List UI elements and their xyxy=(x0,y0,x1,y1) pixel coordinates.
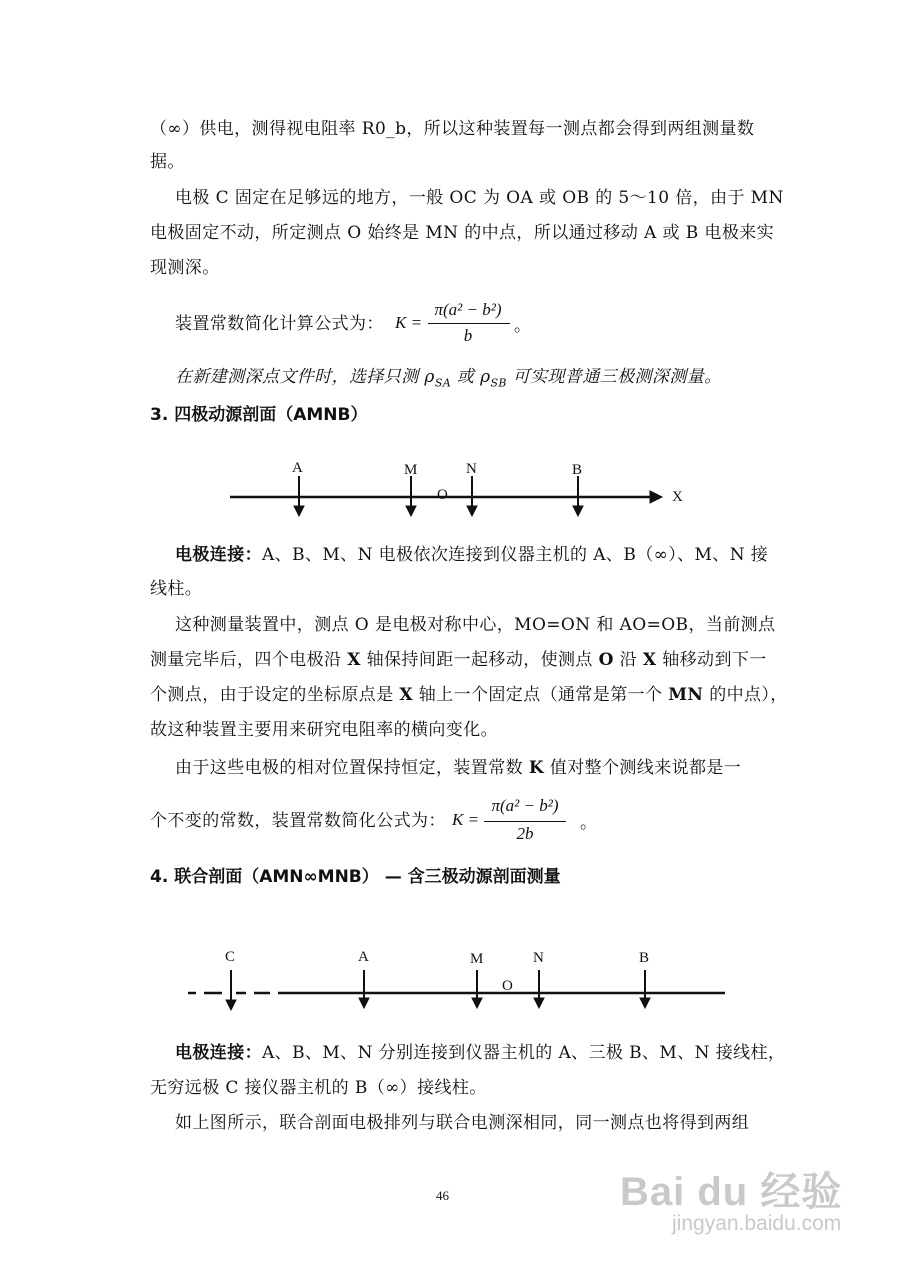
formula2-end: 。 xyxy=(580,813,598,833)
para6-line1-b: K xyxy=(528,758,544,778)
section3-connection-line2: 线柱。 xyxy=(150,579,203,599)
formula2-numerator: π(a² − b²) xyxy=(491,796,559,815)
section4-connection-line1 xyxy=(175,1042,785,1064)
para6-line2: 个不变的常数，装置常数简化公式为： xyxy=(150,811,446,831)
para5-line3-e: 的中点）， xyxy=(703,685,788,705)
para5-line3 xyxy=(150,684,788,706)
italic-note-a: 在新建测深点文件时，选择只测 ρ xyxy=(175,367,435,387)
diagram1-label-o: O xyxy=(437,487,449,503)
formula1-end: 。 xyxy=(514,316,532,336)
watermark-url: jingyan.baidu.com xyxy=(672,1212,842,1235)
diagram1-label-x: X xyxy=(672,489,684,505)
formula2-denominator: 2b xyxy=(516,824,534,843)
italic-note-end: 可实现普通三极测深测量。 xyxy=(506,367,722,387)
diagram1-label-a: A xyxy=(292,460,304,476)
section3-conn-text: A、B、M、N 电极依次连接到仪器主机的 A、B（∞）、M、N 接 xyxy=(262,545,769,565)
electrode-m-arrow xyxy=(406,506,416,516)
para2-line3: 现测深。 xyxy=(150,258,220,278)
para5-line3-d: MN xyxy=(668,685,704,705)
section4-connection-line2: 无穷远极 C 接仪器主机的 B（∞）接线柱。 xyxy=(150,1078,487,1098)
para5-line2-c: 轴保持间距一起移动，使测点 xyxy=(360,650,599,670)
formula1-denominator: b xyxy=(463,326,473,345)
para6-line1-a: 由于这些电极的相对位置保持恒定，装置常数 xyxy=(175,758,529,778)
rho-sb-sub: SB xyxy=(490,376,507,390)
electrode2-b-arrow xyxy=(640,998,650,1008)
section3-connection-line1 xyxy=(175,544,768,566)
section4-conn-label: 电极连接： xyxy=(175,1043,262,1063)
formula2-lhs: K = xyxy=(452,810,480,829)
formula1-label: 装置常数简化计算公式为： xyxy=(175,314,384,334)
electrode2-a-arrow xyxy=(359,998,369,1008)
formula2-fraction-bar xyxy=(484,821,566,822)
para5-line3-b: X xyxy=(399,685,413,705)
para5-line3-a: 个测点，由于设定的坐标原点是 xyxy=(150,685,400,705)
rho-sa-sub: SA xyxy=(434,376,452,390)
formula1-fraction-bar xyxy=(428,323,510,324)
diagram2-label-a: A xyxy=(358,949,370,965)
para5-line2-g: 轴移动到下一 xyxy=(656,650,767,670)
para6-line1-c: 值对整个测线来说都是一 xyxy=(544,758,742,778)
diagram2-label-c: C xyxy=(225,949,236,965)
italic-note xyxy=(175,366,722,394)
para5-line2-b: X xyxy=(347,650,361,670)
formula1-lhs: K = xyxy=(395,313,423,332)
diagram1-label-b: B xyxy=(572,462,583,478)
diagram1-label-m: M xyxy=(404,462,418,478)
diagram2-label-b: B xyxy=(639,950,650,966)
diagram1-axis-arrowhead xyxy=(650,491,662,503)
diagram2-label-m: M xyxy=(470,951,484,967)
para7-line1: 如上图所示，联合剖面电极排列与联合电测深相同，同一测点也将得到两组 xyxy=(175,1113,750,1133)
electrode2-m-arrow xyxy=(472,998,482,1008)
para2-line1: 电极 C 固定在足够远的地方，一般 OC 为 OA 或 OB 的 5～10 倍，由于 MN xyxy=(175,188,784,208)
electrode2-c-arrow xyxy=(226,1000,236,1010)
section3-conn-label: 电极连接： xyxy=(175,545,262,565)
formula1-numerator: π(a² − b²) xyxy=(434,300,502,319)
para6-line1 xyxy=(175,757,741,779)
para5-line4: 故这种装置主要用来研究电阻率的横向变化。 xyxy=(150,720,498,740)
para5-line3-c: 轴上一个固定点（通常是第一个 xyxy=(413,685,669,705)
section3-heading: 3. 四极动源剖面（AMNB） xyxy=(150,405,368,425)
diagram1-label-n: N xyxy=(466,461,478,477)
para5-line2-a: 测量完毕后，四个电极沿 xyxy=(150,650,348,670)
watermark-brand: Bai du 经验 xyxy=(620,1170,843,1214)
para1-line1: （∞）供电，测得视电阻率 R0_b，所以这种装置每一测点都会得到两组测量数 xyxy=(150,119,755,139)
para2-line2: 电极固定不动，所定测点 O 始终是 MN 的中点，所以通过移动 A 或 B 电极来实 xyxy=(150,223,775,243)
diagram2-label-o: O xyxy=(502,978,514,994)
page-number: 46 xyxy=(436,1188,449,1203)
para5-line2-e: 沿 xyxy=(613,650,643,670)
section4-heading: 4. 联合剖面（AMN∞MNB） — 含三极动源剖面测量 xyxy=(150,867,561,887)
para5-line2-d: O xyxy=(598,650,614,670)
electrode2-n-arrow xyxy=(534,998,544,1008)
para5-line2-f: X xyxy=(642,650,657,670)
italic-note-mid: 或 ρ xyxy=(451,367,491,387)
electrode-a-arrow xyxy=(294,506,304,516)
electrode-n-arrow xyxy=(467,506,477,516)
para5-line1: 这种测量装置中，测点 O 是电极对称中心，MO=ON 和 AO=OB，当前测点 xyxy=(175,615,776,635)
diagram2-label-n: N xyxy=(533,950,545,966)
para1-line2: 据。 xyxy=(150,152,185,172)
para5-line2 xyxy=(150,649,767,671)
section4-conn-text: A、B、M、N 分别连接到仪器主机的 A、三极 B、M、N 接线柱， xyxy=(262,1043,786,1063)
electrode-b-arrow xyxy=(573,506,583,516)
